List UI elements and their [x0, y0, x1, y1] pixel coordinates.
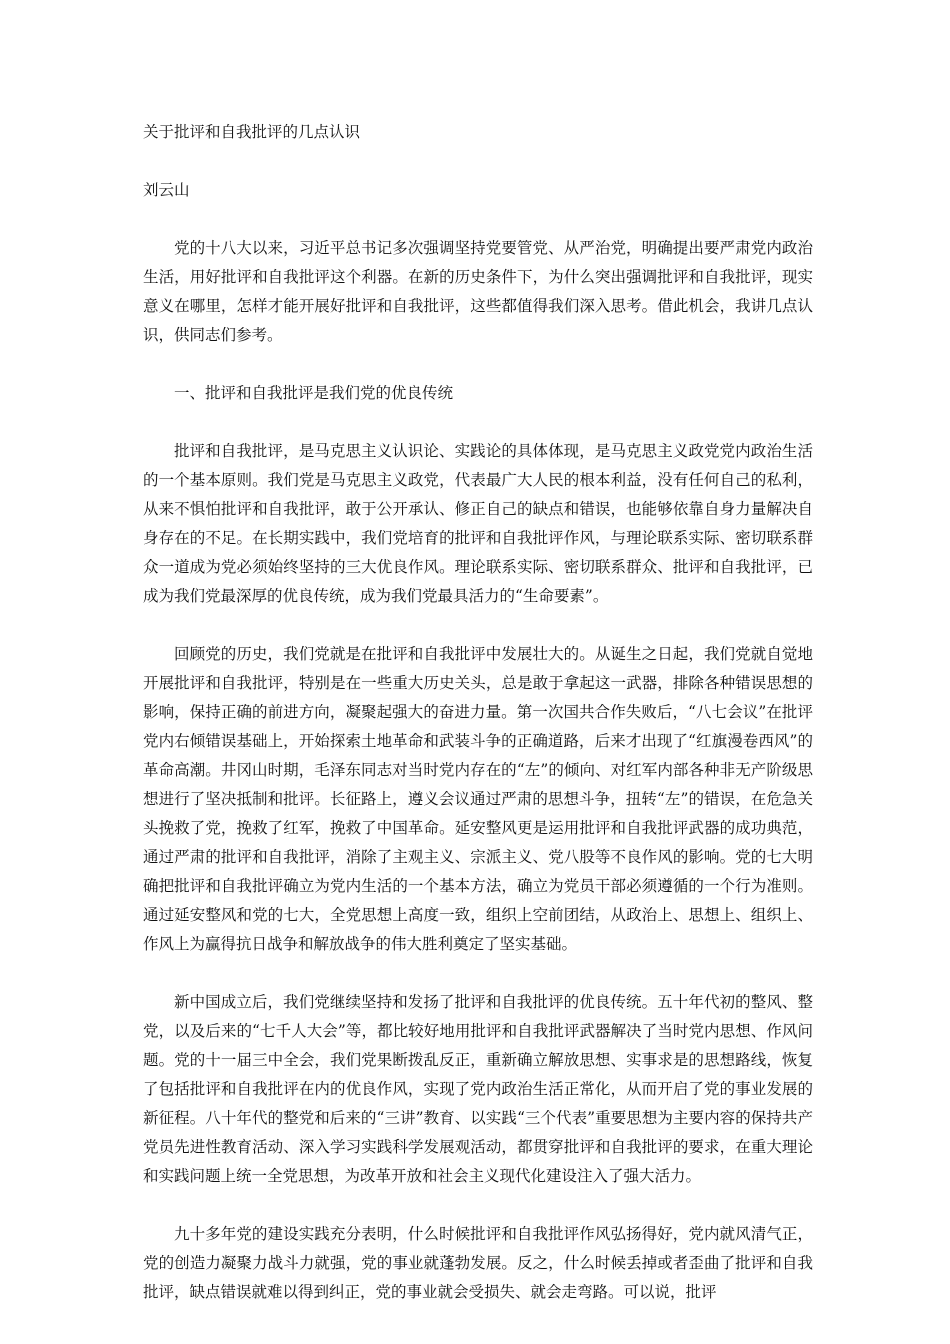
paragraph-practice: 九十多年党的建设实践充分表明，什么时候批评和自我批评作风弘扬得好，党内就风清气正，党的创造力凝聚力战斗力就强，党的事业就蓬勃发展。反之，什么时候丢掉或者歪曲了批评和自我批评，缺点错误就难以得到纠正，党的事业就会受损失、就会走弯路。可以说，批评 [143, 1225, 813, 1301]
document-author: 刘云山 [143, 181, 190, 199]
document-title: 关于批评和自我批评的几点认识 [143, 123, 361, 141]
paragraph-history: 回顾党的历史，我们党就是在批评和自我批评中发展壮大的。从诞生之日起，我们党就自觉地开展批评和自我批评，特别是在一些重大历史关头，总是敢于拿起这一武器，排除各种错误思想的影响，保持正确的前进方向，凝聚起强大的奋进力量。第一次国共合作失败后，“八七会议”在批评党内右倾错误基础上，开始探索土地革命和武装斗争的正确道路，后来才出现了“红旗漫卷西风”的革命高潮。井冈山时期，毛泽东同志对当时党内存在的“左”的倾向、对红军内部各种非无产阶级思想进行了坚决抵制和批评。长征路上，遵义会议通过严肃的思想斗争，扭转“左”的错误，在危急关头挽救了党，挽救了红军，挽救了中国革命。延安整风更是运用批评和自我批评武器的成功典范，通过严肃的批评和自我批评，消除了主观主义、宗派主义、党八股等不良作风的影响。党的七大明确把批评和自我批评确立为党内生活的一个基本方法，确立为党员干部必须遵循的一个行为准则。通过延安整风和党的七大，全党思想上高度一致，组织上空前团结，从政治上、思想上、组织上、作风上为赢得抗日战争和解放战争的伟大胜利奠定了坚实基础。 [143, 645, 813, 953]
section-heading-1: 一、批评和自我批评是我们党的优良传统 [174, 384, 454, 402]
document-body [143, 118, 813, 1336]
paragraph-tradition: 批评和自我批评，是马克思主义认识论、实践论的具体体现，是马克思主义政党党内政治生活的一个基本原则。我们党是马克思主义政党，代表最广大人民的根本利益，没有任何自己的私利，从来不惧怕批评和自我批评，敢于公开承认、修正自己的缺点和错误，也能够依靠自身力量解决自身存在的不足。在长期实践中，我们党培育的批评和自我批评作风，与理论联系实际、密切联系群众一道成为党必须始终坚持的三大优良作风。理论联系实际、密切联系群众、批评和自我批评，已成为我们党最深厚的优良传统，成为我们党最具活力的“生命要素”。 [143, 442, 813, 605]
paragraph-new-china: 新中国成立后，我们党继续坚持和发扬了批评和自我批评的优良传统。五十年代初的整风、整党，以及后来的“七千人大会”等，都比较好地用批评和自我批评武器解决了当时党内思想、作风问题。党的十一届三中全会，我们党果断拨乱反正，重新确立解放思想、实事求是的思想路线，恢复了包括批评和自我批评在内的优良作风，实现了党内政治生活正常化，从而开启了党的事业发展的新征程。八十年代的整党和后来的“三讲”教育、以实践“三个代表”重要思想为主要内容的保持共产党员先进性教育活动、深入学习实践科学发展观活动，都贯穿批评和自我批评的要求，在重大理论和实践问题上统一全党思想，为改革开放和社会主义现代化建设注入了强大活力。 [143, 993, 813, 1185]
paragraph-intro: 党的十八大以来，习近平总书记多次强调坚持党要管党、从严治党，明确提出要严肃党内政治生活，用好批评和自我批评这个利器。在新的历史条件下，为什么突出强调批评和自我批评，现实意义在哪里，怎样才能开展好批评和自我批评，这些都值得我们深入思考。借此机会，我讲几点认识，供同志们参考。 [143, 239, 813, 344]
